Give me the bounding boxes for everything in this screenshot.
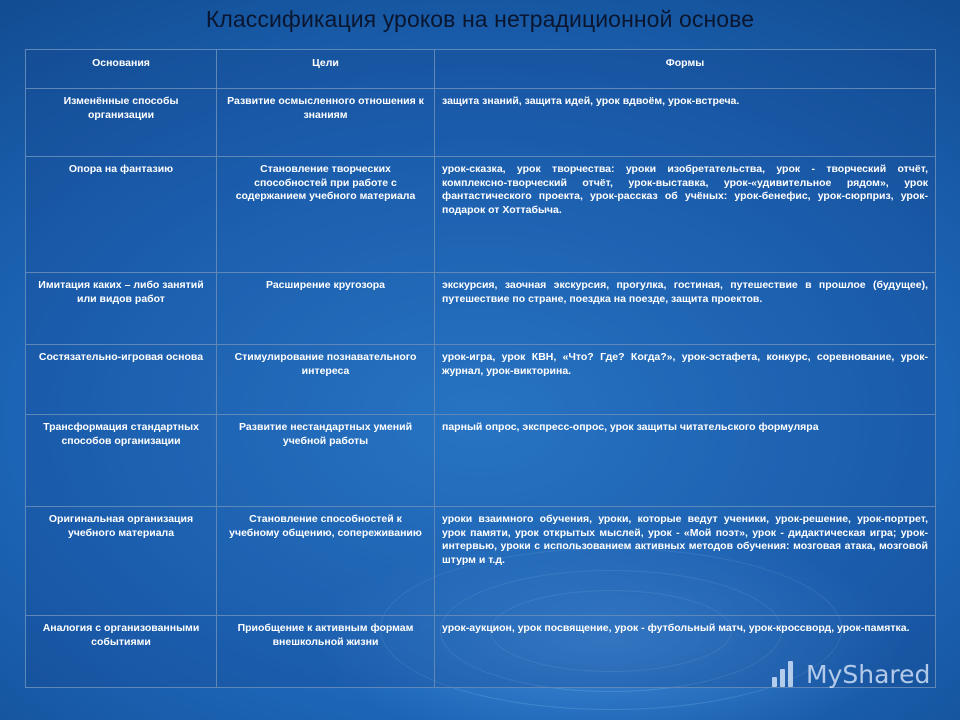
forms-cell: урок-игра, урок КВН, «Что? Где? Когда?», урок-эстафета, конкурс, соревнование, урок-журнал, урок-викторина. (435, 345, 936, 415)
table-row (26, 345, 936, 415)
header-goals: Цели (217, 50, 435, 89)
goal-cell: Становление способностей к учебному общению, сопереживанию (217, 507, 435, 616)
goal-cell: Развитие осмысленного отношения к знаниям (217, 89, 435, 157)
basis-cell: Состязательно-игровая основа (26, 345, 217, 415)
table-row (26, 157, 936, 273)
goal-cell: Стимулирование познавательного интереса (217, 345, 435, 415)
header-forms: Формы (435, 50, 936, 89)
basis-cell: Изменённые способы организации (26, 89, 217, 157)
table-row (26, 507, 936, 616)
header-basis: Основания (26, 50, 217, 89)
basis-cell: Опора на фантазию (26, 157, 217, 273)
forms-cell: защита знаний, защита идей, урок вдвоём, урок-встреча. (435, 89, 936, 157)
basis-cell: Аналогия с организованными событиями (26, 616, 217, 688)
table-row (26, 89, 936, 157)
slide-title: Классификация уроков на нетрадиционной основе (205, 6, 755, 32)
table-row (26, 273, 936, 345)
goal-cell: Приобщение к активным формам внешкольной жизни (217, 616, 435, 688)
goal-cell: Развитие нестандартных умений учебной работы (217, 415, 435, 507)
classification-table (25, 49, 936, 688)
forms-cell: урок-сказка, урок творчества: уроки изобретательства, урок - творческий отчёт, комплексно-творческий отчёт, урок-выставка, урок-«удивительное рядом», урок фантастического проекта, урок-рассказ об учёных: урок-бенефис, урок-сюрприз, урок-подарок от Хоттабыча. (435, 157, 936, 273)
table-header-row (26, 50, 936, 89)
forms-cell: уроки взаимного обучения, уроки, которые ведут ученики, урок-решение, урок-портрет, урок памяти, урок открытых мыслей, урок - «Мой поэт», урок - дидактическая игра; урок-интервью, уроки с использованием активных методов обучения: мозговая атака, мозговой штурм и т.д. (435, 507, 936, 616)
goal-cell: Становление творческих способностей при работе с содержанием учебного материала (217, 157, 435, 273)
basis-cell: Имитация каких – либо занятий или видов работ (26, 273, 217, 345)
bar-chart-icon (768, 658, 800, 690)
myshared-watermark (768, 656, 930, 692)
goal-cell: Расширение кругозора (217, 273, 435, 345)
basis-cell: Трансформация стандартных способов организации (26, 415, 217, 507)
forms-cell: экскурсия, заочная экскурсия, прогулка, гостиная, путешествие в прошлое (будущее), путешествие по стране, поездка на поезде, защита проектов. (435, 273, 936, 345)
forms-cell: парный опрос, экспресс-опрос, урок защиты читательского формуляра (435, 415, 936, 507)
basis-cell: Оригинальная организация учебного материала (26, 507, 217, 616)
forms-cell: урок-аукцион, урок посвящение, урок - футбольный матч, урок-кроссворд, урок-памятка. (435, 616, 936, 688)
watermark-text: MyShared (806, 659, 931, 689)
table-row (26, 415, 936, 507)
